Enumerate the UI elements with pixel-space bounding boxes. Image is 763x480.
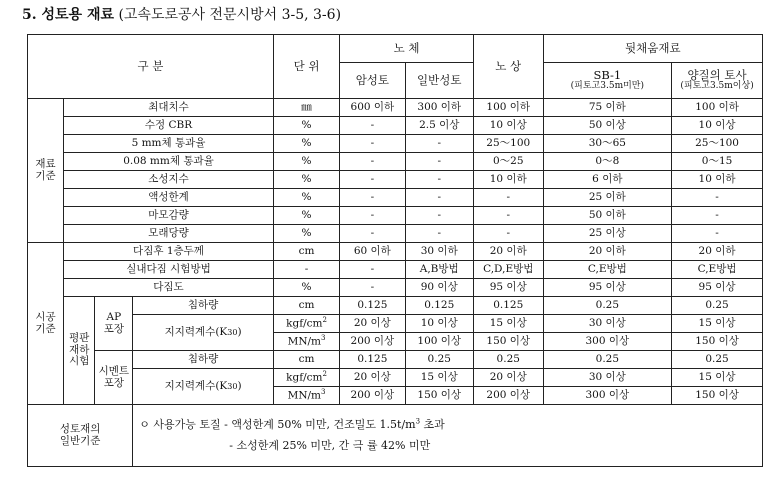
- value-cell: 150 이상: [672, 333, 763, 351]
- unit-cell: kgf/$cm^2$: [273, 315, 339, 333]
- value-cell: 10 이상: [405, 315, 473, 333]
- value-cell: 15 이상: [672, 315, 763, 333]
- item-label: 다짐도: [64, 279, 274, 297]
- header-sb1-label: SB-1: [593, 68, 622, 83]
- unit-cell: ㎜: [273, 99, 339, 117]
- value-cell: 30 이상: [543, 369, 671, 387]
- value-cell: 200 이상: [473, 387, 543, 405]
- item-label: 다짐후 1층두께: [64, 243, 274, 261]
- value-cell: 0.25: [405, 351, 473, 369]
- header-nosang: 노 상: [473, 35, 543, 99]
- value-cell: 95 이상: [473, 279, 543, 297]
- value-cell: -: [340, 135, 405, 153]
- value-cell: 300 이상: [543, 333, 671, 351]
- item-label: 침하량: [133, 351, 274, 369]
- value-cell: -: [340, 261, 405, 279]
- value-cell: 10 이상: [672, 117, 763, 135]
- unit-cell: kgf/$cm^2$: [273, 369, 339, 387]
- value-cell: 100 이하: [672, 99, 763, 117]
- value-cell: -: [340, 207, 405, 225]
- unit-cell: cm: [273, 297, 339, 315]
- material-row: [28, 153, 763, 171]
- value-cell: -: [340, 171, 405, 189]
- value-cell: 300 이하: [405, 99, 473, 117]
- value-cell: 50 이하: [543, 207, 671, 225]
- item-label: 지지력계수(K30): [133, 369, 274, 405]
- unit-cell: %: [273, 171, 339, 189]
- header-sb1-note: (피토고3.5m미만): [570, 80, 644, 91]
- unit-cell: $MN/m^3$: [273, 333, 339, 351]
- value-cell: -: [405, 153, 473, 171]
- value-cell: 0.25: [543, 351, 671, 369]
- value-cell: 0.25: [672, 351, 763, 369]
- unit-cell: %: [273, 279, 339, 297]
- material-row: [28, 135, 763, 153]
- value-cell: -: [473, 189, 543, 207]
- general-line-2: - 소성한계 25% 미만, 간 극 률 42% 미만: [229, 438, 431, 452]
- item-label: 소성지수: [64, 171, 274, 189]
- value-cell: 100 이하: [473, 99, 543, 117]
- value-cell: -: [340, 189, 405, 207]
- group-construction: 시공 기준: [28, 243, 64, 405]
- value-cell: 100 이상: [405, 333, 473, 351]
- value-cell: C,E방법: [543, 261, 671, 279]
- value-cell: C,E방법: [672, 261, 763, 279]
- value-cell: 25 이상: [543, 225, 671, 243]
- header-good-soil-label: 양질의 토사: [687, 68, 747, 83]
- section-reference: (고속도로공사 전문시방서 3-5, 3-6): [114, 7, 342, 23]
- value-cell: 0～25: [473, 153, 543, 171]
- value-cell: -: [340, 117, 405, 135]
- construction-row: [28, 279, 763, 297]
- value-cell: 0～15: [672, 153, 763, 171]
- value-cell: 50 이상: [543, 117, 671, 135]
- value-cell: 30 이상: [543, 315, 671, 333]
- value-cell: 15 이상: [405, 369, 473, 387]
- section-heading: 성토용 재료: [41, 7, 114, 23]
- unit-cell: %: [273, 153, 339, 171]
- value-cell: 10 이상: [473, 117, 543, 135]
- item-label: 수정 CBR: [64, 117, 274, 135]
- value-cell: -: [405, 225, 473, 243]
- unit-cell: %: [273, 207, 339, 225]
- section-number: 5.: [22, 7, 42, 23]
- value-cell: -: [405, 207, 473, 225]
- value-cell: 30 이하: [405, 243, 473, 261]
- unit-cell: %: [273, 117, 339, 135]
- unit-cell: %: [273, 189, 339, 207]
- header-sb1: [543, 63, 671, 99]
- material-row: [28, 171, 763, 189]
- value-cell: 0.125: [473, 297, 543, 315]
- value-cell: 95 이상: [672, 279, 763, 297]
- item-label: 마모감량: [64, 207, 274, 225]
- value-cell: -: [672, 225, 763, 243]
- general-criteria-row: [28, 405, 763, 467]
- value-cell: -: [672, 207, 763, 225]
- item-label: 지지력계수(K30): [133, 315, 274, 351]
- value-cell: -: [405, 135, 473, 153]
- value-cell: 0.25: [473, 351, 543, 369]
- value-cell: 200 이상: [340, 387, 405, 405]
- value-cell: -: [340, 225, 405, 243]
- item-label: 액성한계: [64, 189, 274, 207]
- value-cell: 0.25: [543, 297, 671, 315]
- value-cell: 20 이하: [543, 243, 671, 261]
- unit-cell: $MN/m^3$: [273, 387, 339, 405]
- unit-cell: cm: [273, 243, 339, 261]
- unit-cell: %: [273, 225, 339, 243]
- value-cell: 20 이하: [473, 243, 543, 261]
- unit-cell: -: [273, 261, 339, 279]
- header-good-soil-note: (피토고3.5m이상): [680, 80, 754, 91]
- value-cell: -: [340, 153, 405, 171]
- value-cell: -: [340, 279, 405, 297]
- value-cell: 10 이하: [473, 171, 543, 189]
- embankment-material-table: [27, 34, 763, 467]
- value-cell: -: [405, 189, 473, 207]
- general-line-1: ㅇ 사용가능 토질 - 액성한계 50% 미만, 건조밀도 $1.5t/m^3$ 초과: [139, 416, 445, 431]
- item-label: 실내다짐 시험방법: [64, 261, 274, 279]
- value-cell: 0～8: [543, 153, 671, 171]
- header-category: 구 분: [28, 35, 274, 99]
- value-cell: 150 이상: [672, 387, 763, 405]
- value-cell: 0.125: [405, 297, 473, 315]
- material-row: [28, 99, 763, 117]
- value-cell: 15 이상: [473, 315, 543, 333]
- material-row: [28, 189, 763, 207]
- plate-test-row: [28, 315, 763, 333]
- group-plate-test: 평판 재하 시험: [64, 297, 95, 405]
- value-cell: 30～65: [543, 135, 671, 153]
- value-cell: 95 이상: [543, 279, 671, 297]
- header-row-1: [28, 35, 763, 63]
- value-cell: A,B방법: [405, 261, 473, 279]
- general-criteria-label: 성토재의 일반기준: [28, 405, 133, 467]
- material-row: [28, 225, 763, 243]
- value-cell: 20 이상: [473, 369, 543, 387]
- value-cell: 60 이하: [340, 243, 405, 261]
- section-title: [22, 4, 341, 24]
- value-cell: -: [473, 207, 543, 225]
- value-cell: 6 이하: [543, 171, 671, 189]
- header-backfill: 뒷채움재료: [543, 35, 762, 63]
- plate-test-row: [28, 351, 763, 369]
- value-cell: 15 이상: [672, 369, 763, 387]
- value-cell: 0.25: [672, 297, 763, 315]
- value-cell: C,D,E방법: [473, 261, 543, 279]
- value-cell: 25 이하: [543, 189, 671, 207]
- unit-cell: %: [273, 135, 339, 153]
- value-cell: 25～100: [473, 135, 543, 153]
- plate-test-row: [28, 369, 763, 387]
- value-cell: 0.125: [340, 351, 405, 369]
- header-good-soil: [672, 63, 763, 99]
- material-row: [28, 207, 763, 225]
- group-cement: 시멘트 포장: [95, 351, 133, 405]
- value-cell: 150 이상: [405, 387, 473, 405]
- header-general-fill: 일반성토: [405, 63, 473, 99]
- plate-test-row: [28, 297, 763, 315]
- value-cell: -: [672, 189, 763, 207]
- value-cell: 0.125: [340, 297, 405, 315]
- value-cell: 2.5 이상: [405, 117, 473, 135]
- value-cell: 75 이하: [543, 99, 671, 117]
- header-unit: 단 위: [273, 35, 339, 99]
- value-cell: -: [473, 225, 543, 243]
- material-row: [28, 117, 763, 135]
- value-cell: 150 이상: [473, 333, 543, 351]
- item-label: 0.08 mm체 통과율: [64, 153, 274, 171]
- value-cell: 600 이하: [340, 99, 405, 117]
- value-cell: -: [405, 171, 473, 189]
- value-cell: 90 이상: [405, 279, 473, 297]
- value-cell: 20 이상: [340, 369, 405, 387]
- item-label: 모래당량: [64, 225, 274, 243]
- value-cell: 10 이하: [672, 171, 763, 189]
- header-nochae: 노 체: [340, 35, 474, 63]
- item-label: 5 mm체 통과율: [64, 135, 274, 153]
- value-cell: 20 이하: [672, 243, 763, 261]
- value-cell: 25～100: [672, 135, 763, 153]
- item-label: 침하량: [133, 297, 274, 315]
- general-criteria-note: [133, 405, 763, 467]
- group-material: 재료 기준: [28, 99, 64, 243]
- group-ap: AP 포장: [95, 297, 133, 351]
- header-rock-fill: 암성토: [340, 63, 405, 99]
- unit-cell: cm: [273, 351, 339, 369]
- construction-row: [28, 243, 763, 261]
- value-cell: 20 이상: [340, 315, 405, 333]
- value-cell: 200 이상: [340, 333, 405, 351]
- value-cell: 300 이상: [543, 387, 671, 405]
- item-label: 최대치수: [64, 99, 274, 117]
- construction-row: [28, 261, 763, 279]
